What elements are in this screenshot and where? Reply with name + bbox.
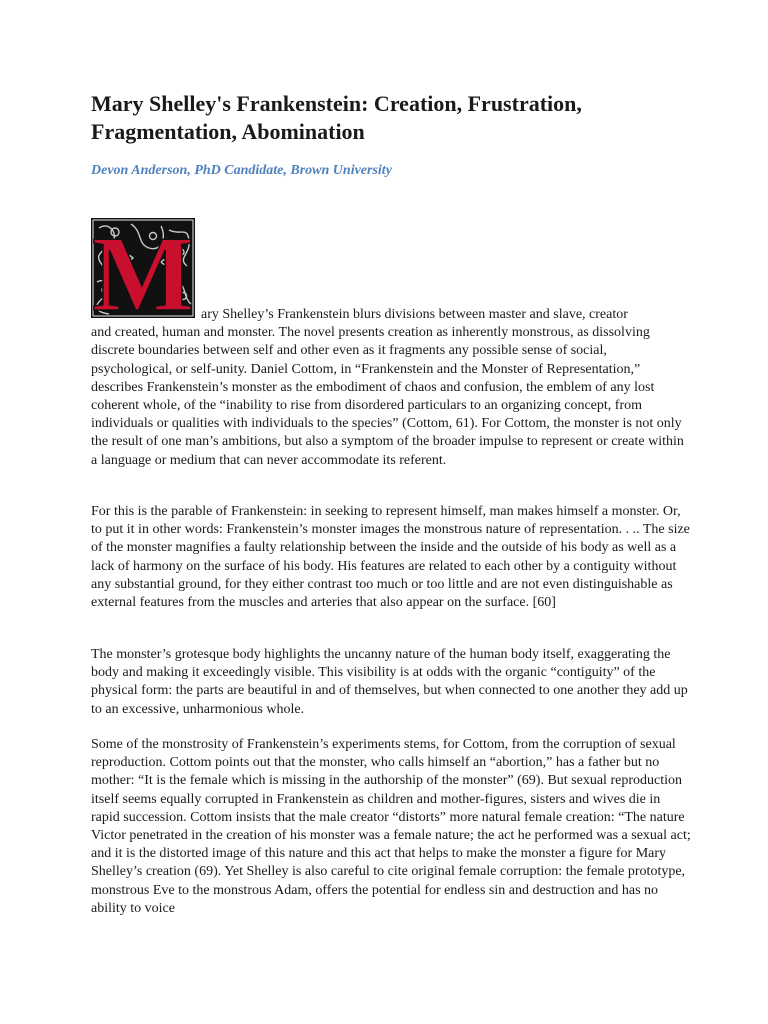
author-byline: Devon Anderson, PhD Candidate, Brown University xyxy=(91,163,392,178)
paragraph-1-body: and created, human and monster. The novel presents creation as inherently monstrous, as dissolving discrete boundaries between self and other even as it fragments any possible sense of social, psychological, or self-unity. Daniel Cottom, in “Frankenstein and the Monster of Representation,” describes Frankenstein’s monster as the embodiment of chaos and confusion, the emblem of any lost coherent whole, of the “inability to rise from disordered particulars to an organizing concept, from individuals or qualities with individuals to the species” (Cottom, 61). For Cottom, the monster is not only the result of one man’s ambitions, but also a symptom of the broader impulse to represent or create within a language or medium that can never accommodate its referent. xyxy=(91,325,684,468)
paragraph-4: Some of the monstrosity of Frankenstein’s experiments stems, for Cottom, from the corruption of sexual reproduction. Cottom points out that the monster, who calls himself an “abortion,” has a father but no mother: “It is the female which is missing in the authorship of the monster” (69). But sexual reproduction itself seems equally corrupted in Frankenstein as children and mother-figures, sisters and wives die in rapid succession. Cottom insists that the male creator “distorts” more natural female creation: “The nature Victor penetrated in the creation of his monster was a female nature; the act he performed was a sexual act; and it is the distorted image of this nature and this act that helps to make the monster a figure for Mary Shelley’s creation (69). Yet Shelley is also careful to cite original female corruption: the female prototype, monstrous Eve to the monstrous Adam, offers the potential for endless sin and destruction and has no ability to voice xyxy=(91,737,691,916)
document-title: Mary Shelley's Frankenstein: Creation, Frustration, Fragmentation, Abomination xyxy=(91,91,582,144)
illuminated-dropcap xyxy=(91,218,195,318)
paragraph-1 xyxy=(91,306,691,470)
paragraph-2: For this is the parable of Frankenstein: in seeking to represent himself, man makes himself a monster. Or, to put it in other words: Frankenstein’s monster images the monstrous nature of representation. . .. The size of the monster magnifies a faulty relationship between the inside and the outside of his body as well as a lack of harmony on the surface of his body. His features are related to each other by a contiguity without any substantial ground, for they either contrast too much or too little and are not even distinguishable as external features from the muscles and arteries that also appear on the surface. [60] xyxy=(91,504,690,611)
paragraph-1-first-line: ary Shelley’s Frankenstein blurs divisions between master and slave, creator xyxy=(201,307,628,322)
paragraph-3: The monster’s grotesque body highlights the uncanny nature of the human body itself, exaggerating the body and making it exceedingly visible. This visibility is at odds with the organic “contiguity” of the physical form: the parts are beautiful in and of themselves, but when connected to one another they add up to an excessive, unharmonious whole. xyxy=(91,647,688,717)
dropcap-letter: M xyxy=(92,218,194,318)
